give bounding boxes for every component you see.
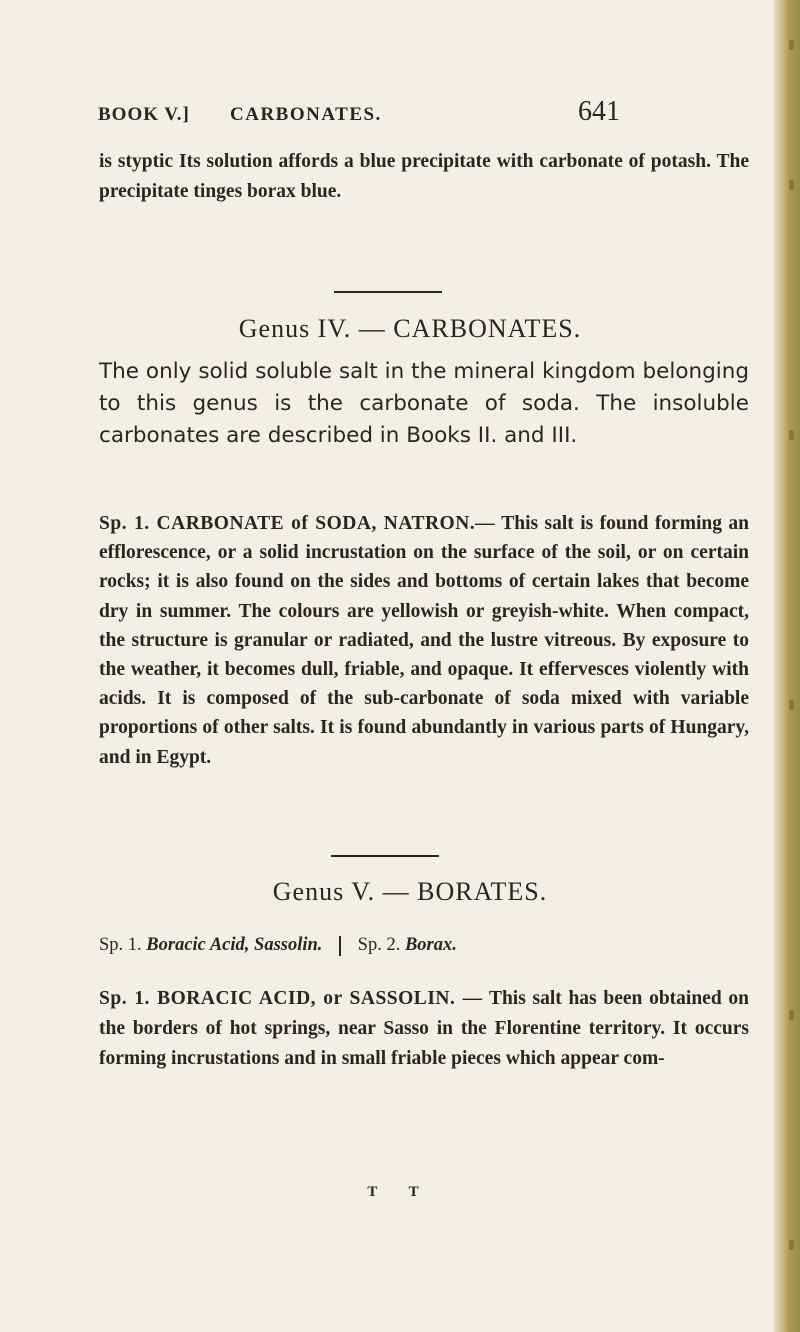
edge-mark [789,1010,794,1020]
page-edge-binding [774,0,800,1332]
edge-mark [789,430,794,440]
species-description: This salt has been obtained on the borders of hot springs, near Sasso in the Florentine territory. It occurs forming incrustations and in small friable pieces which appear com- [99,988,749,1069]
running-header [98,96,774,134]
header-title: CARBONATES. [230,104,382,125]
page-number: 641 [578,96,620,127]
species-name: Borax. [404,935,457,955]
edge-mark [789,700,794,710]
continued-paragraph [99,147,749,207]
genus-iv-intro [99,356,749,452]
species-label: Sp. 2. [357,935,401,955]
continued-paragraph-text: is styptic Its solution affords a blue precipitate with carbonate of potash. The precipitate tinges borax blue. [99,151,749,202]
species-description: This salt is found forming an efflorescence, or a solid incrustation on the surface of the soil, or on certain rocks; it is also found on the sides and bottoms of certain lakes that become dry in summer. The colours are yellowish or greyish-white. When compact, the structure is granular or radiated, and the lustre vitreous. By exposure to the weather, it becomes dull, friable, and opaque. It effervesces violently with acids. It is composed of the sub-carbonate of soda mixed with variable proportions of other salts. It is found abundantly in various parts of Hungary, and in Egypt. [99,513,749,768]
edge-mark [789,1240,794,1250]
boracic-acid-entry [99,984,749,1074]
section-divider [331,855,439,857]
genus-iv-heading: Genus IV. — CARBONATES. [238,314,582,343]
species-name: Boracic Acid, Sassolin. [146,935,323,955]
genus-v-heading: Genus V. — BORATES. [272,877,548,906]
edge-mark [789,180,794,190]
species-title: Sp. 1. CARBONATE of SODA, NATRON.— [99,513,496,534]
carbonate-of-soda-entry [99,509,749,772]
species-label: Sp. 1. [99,935,142,955]
edge-mark [789,40,794,50]
species-title: Sp. 1. BORACIC ACID, or SASSOLIN. — [99,988,483,1009]
genus-iv-intro-text: The only solid soluble salt in the mineral kingdom belonging to this genus is the carbonate of soda. The insoluble carbonates are described in Books II. and III. [99,359,749,448]
section-divider [334,291,442,293]
borates-species-list [99,931,749,959]
header-book: BOOK V.] [98,104,190,125]
signature-mark: T T [367,1184,433,1200]
column-separator [339,936,341,956]
